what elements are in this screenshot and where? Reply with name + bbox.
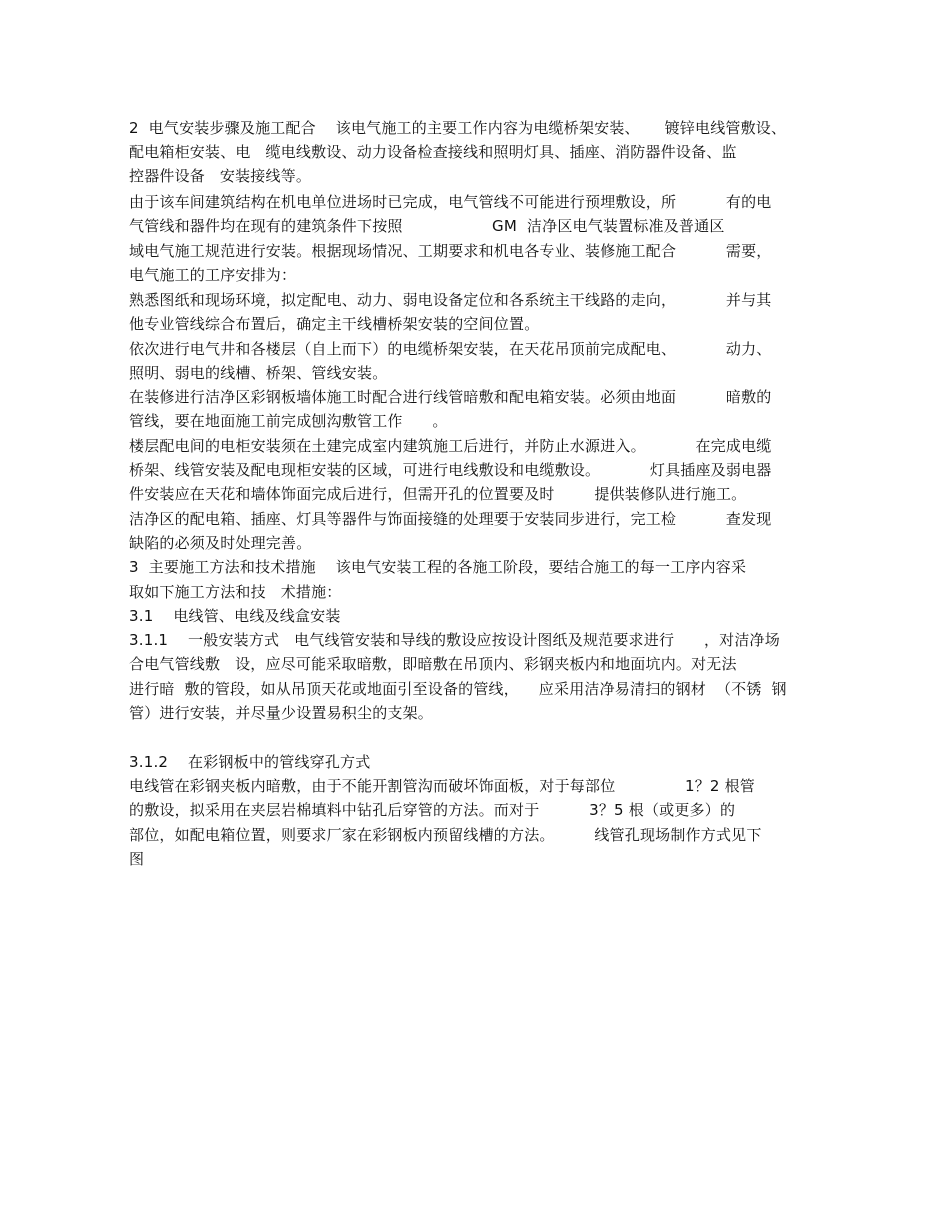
text-line-13: 管线，要在地面施工前完成刨沟敷管工作 。	[129, 412, 448, 430]
text-line-16: 件安装应在天花和墙体饰面完成后进行，但需开孔的位置要及时 提供装修队进行施工。	[129, 485, 747, 503]
text-line-29: 的敷设，拟采用在夹层岩棉填料中钻孔后穿管的方法。而对于 3？5 根（或更多）的	[129, 801, 736, 819]
text-line-4: 由于该车间建筑结构在机电单位进场时已完成，电气管线不可能进行预埋敷设，所 有的电	[129, 193, 772, 211]
text-line-28: 电线管在彩钢夹板内暗敷，由于不能开割管沟而破坏饰面板，对于每部位 1？2 根管	[129, 777, 756, 795]
text-line-19: 3 主要施工方法和技术措施 该电气安装工程的各施工阶段，要结合施工的每一工序内容采	[129, 558, 747, 576]
text-line-1: 2 电气安装步骤及施工配合 该电气施工的主要工作内容为电缆桥架安装、 镀锌电线管敷设、	[129, 119, 787, 137]
text-line-24: 进行暗 敷的管段，如从吊顶天花或地面引至设备的管线， 应采用洁净易清扫的钢材 （不锈 钢	[129, 680, 787, 698]
section-heading-3-1-2: 3.1.2 在彩钢板中的管线穿孔方式	[129, 753, 371, 771]
text-line-7: 电气施工的工序安排为：	[129, 266, 297, 284]
text-line-23: 合电气管线敷 设，应尽可能采取暗敷，即暗敷在吊顶内、彩钢夹板内和地面坑内。对无法	[129, 655, 737, 673]
text-line-20: 取如下施工方法和技 术措施：	[129, 583, 342, 601]
text-line-12: 在装修进行洁净区彩钢板墙体施工时配合进行线管暗敷和配电箱安装。必须由地面 暗敷的	[129, 388, 772, 406]
text-line-15: 桥架、线管安装及配电现柜安装的区域，可进行电线敷设和电缆敷设。 灯具插座及弱电器	[129, 461, 772, 479]
text-line-30: 部位，如配电箱位置，则要求厂家在彩钢板内预留线槽的方法。 线管孔现场制作方式见下	[129, 826, 762, 844]
text-line-9: 他专业管线综合布置后，确定主干线槽桥架安装的空间位置。	[129, 315, 540, 333]
text-line-18: 缺陷的必须及时处理完善。	[129, 534, 312, 552]
text-line-10: 依次进行电气井和各楼层（自上而下）的电缆桥架安装，在天花吊顶前完成配电、 动力、	[129, 340, 772, 358]
text-line-6: 域电气施工规范进行安装。根据现场情况、工期要求和机电各专业、装修施工配合 需要，	[129, 242, 772, 260]
text-line-22: 3.1.1 一般安装方式 电气线管安装和导线的敷设应按设计图纸及规范要求进行 ，对洁净场	[129, 631, 780, 649]
text-line-25: 管）进行安装，并尽量少设置易积尘的支架。	[129, 704, 434, 722]
text-line-31: 图	[129, 850, 145, 868]
text-line-17: 洁净区的配电箱、插座、灯具等器件与饰面接缝的处理要于安装同步进行，完工检 查发现	[129, 510, 772, 528]
text-line-5: 气管线和器件均在现有的建筑条件下按照 GM 洁净区电气装置标准及普通区	[129, 217, 725, 235]
text-line-11: 照明、弱电的线槽、桥架、管线安装。	[129, 364, 388, 382]
text-line-14: 楼层配电间的电柜安装须在土建完成室内建筑施工后进行，并防止水源进入。 在完成电缆	[129, 437, 772, 455]
text-line-3: 控器件设备 安装接线等。	[129, 167, 312, 185]
section-heading-3-1: 3.1 电线管、电线及线盒安装	[129, 607, 341, 625]
text-line-8: 熟悉图纸和现场环境，拟定配电、动力、弱电设备定位和各系统主干线路的走向， 并与其	[129, 291, 772, 309]
text-line-2: 配电箱柜安装、电 缆电线敷设、动力设备检查接线和照明灯具、插座、消防器件设备、监	[129, 143, 737, 161]
